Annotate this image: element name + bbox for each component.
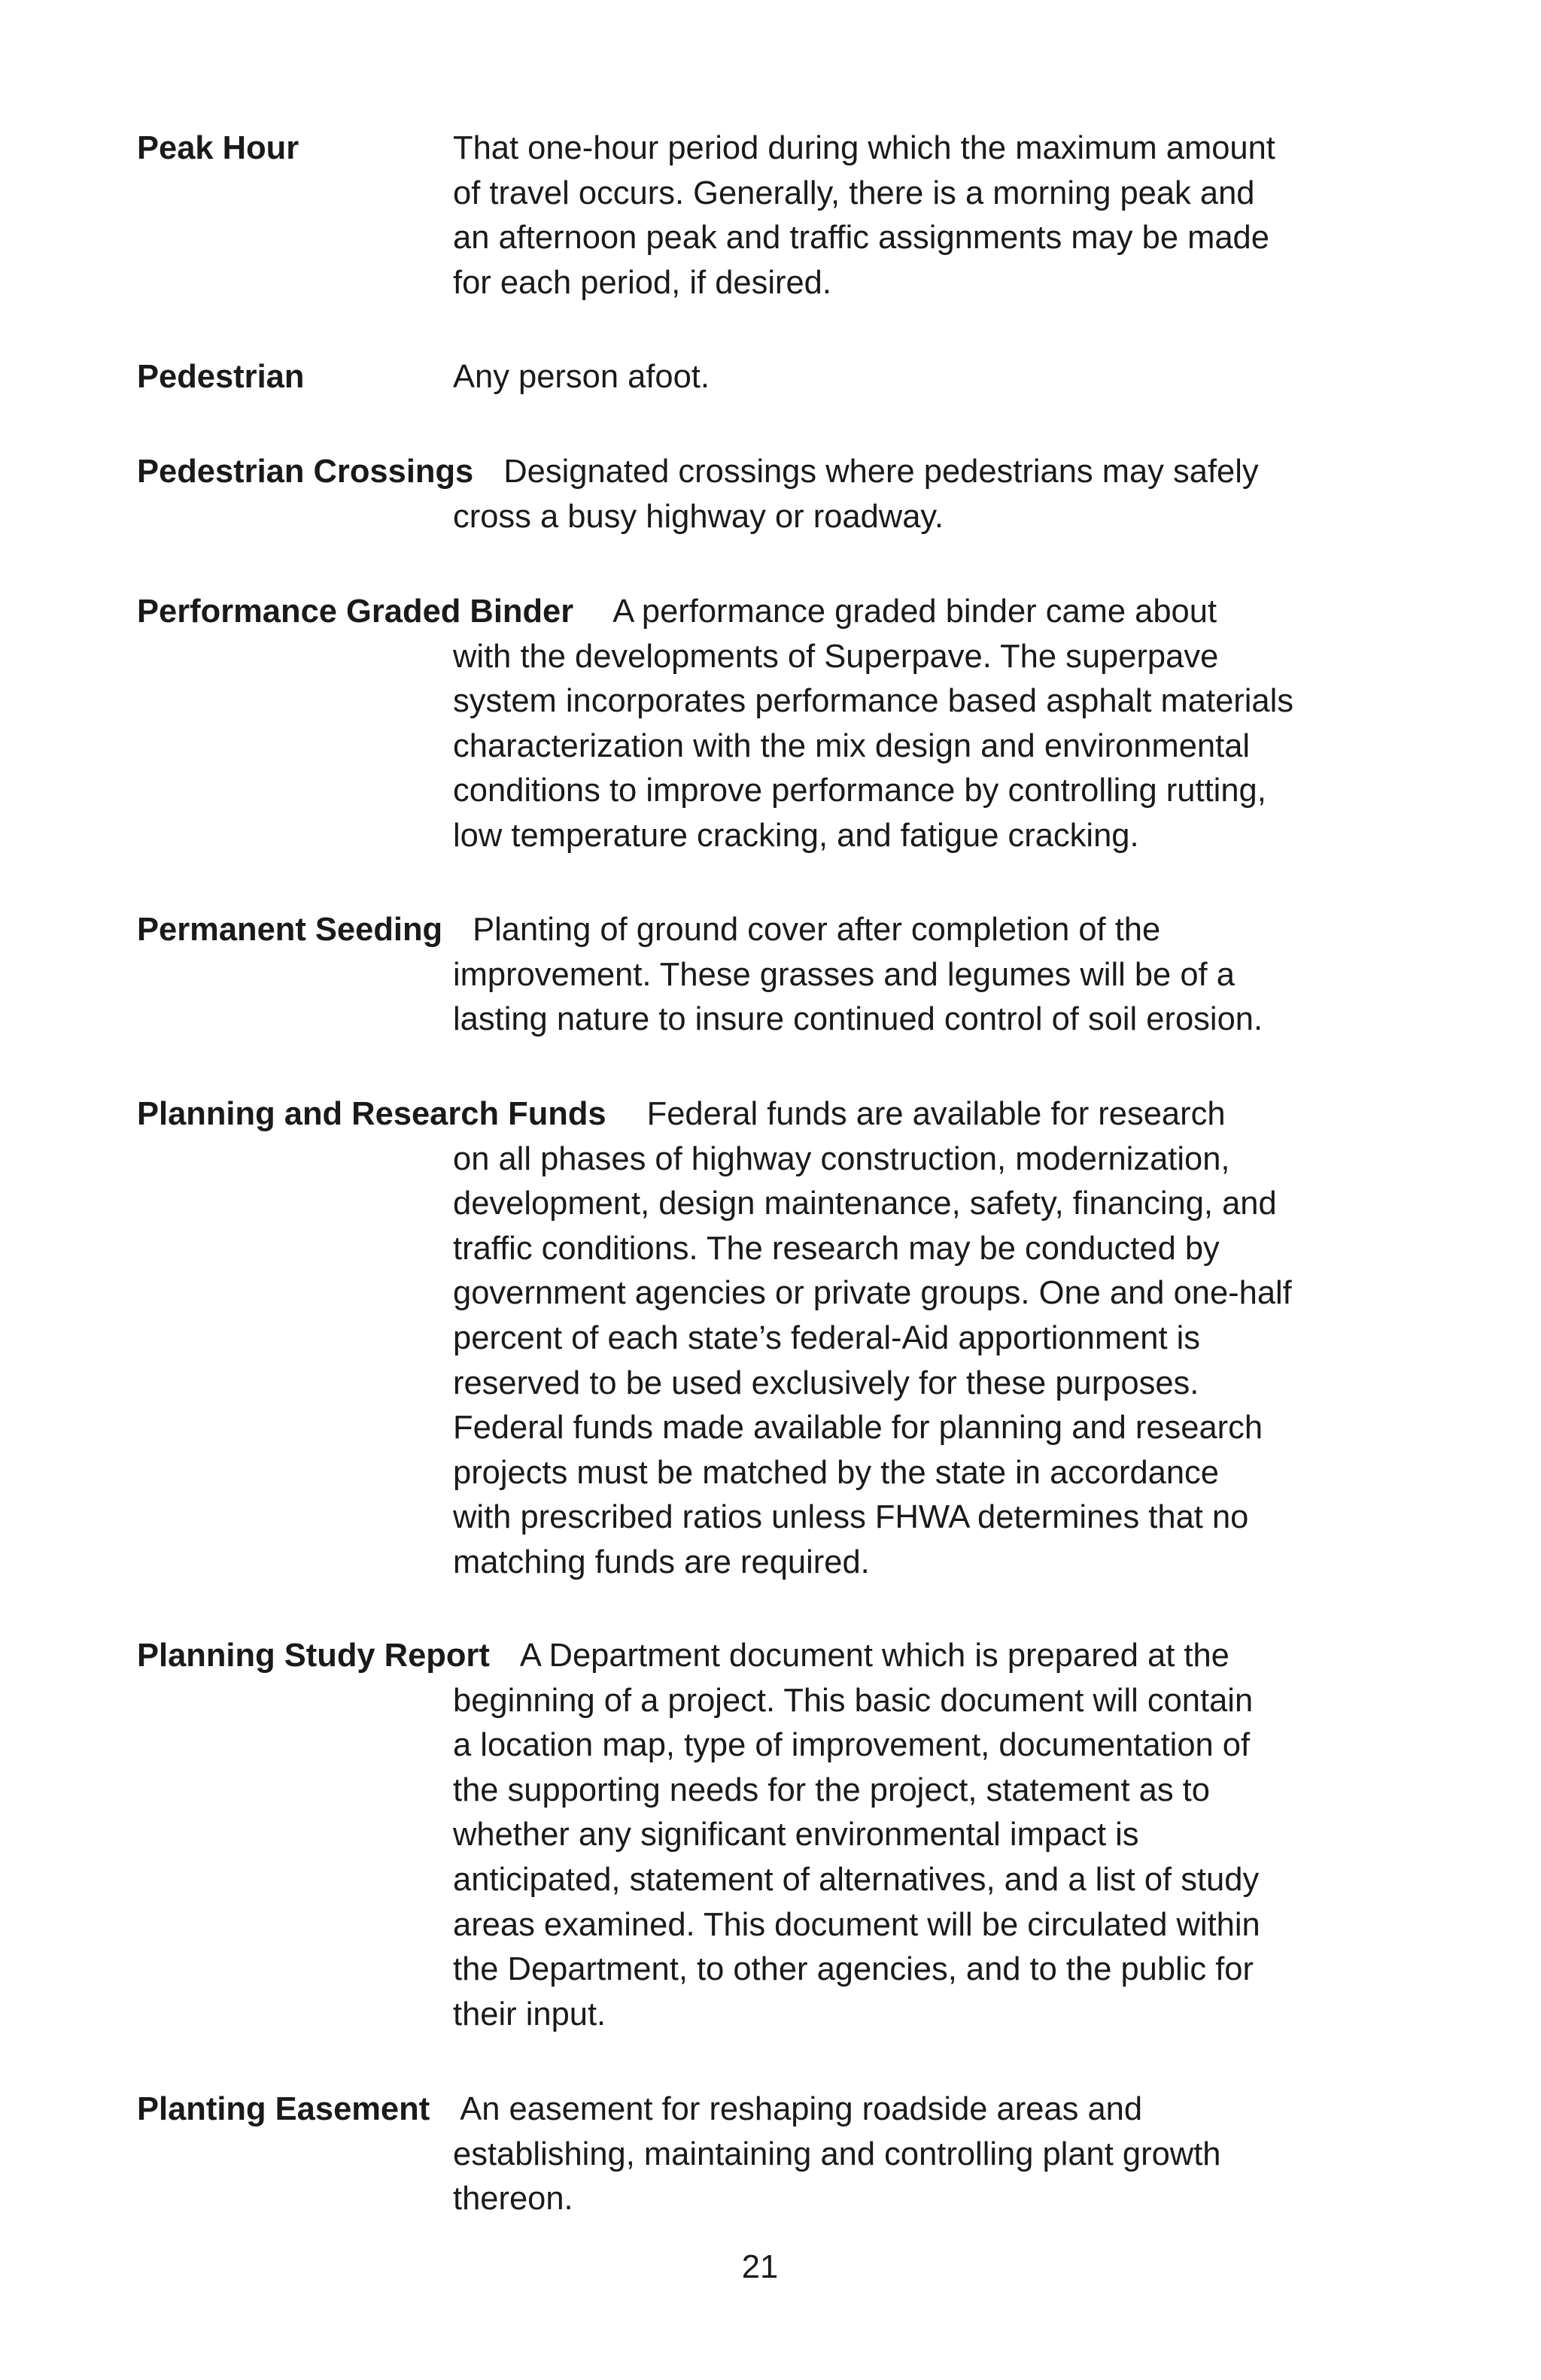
- glossary-entry-planning-and-research-funds: [137, 1092, 1386, 1586]
- glossary-entry-planning-study-report: [137, 1634, 1386, 2037]
- definition-line: establishing, maintaining and controlling plant growth: [453, 2136, 1221, 2172]
- glossary-entry-permanent-seeding: [137, 908, 1386, 1043]
- definition-line: That one-hour period during which the maximum amount: [453, 130, 1275, 166]
- definition-line: system incorporates performance based asphalt materials: [453, 683, 1294, 720]
- glossary-definition: [137, 126, 1386, 305]
- page-number: 21: [741, 2249, 779, 2285]
- definition-line: with the developments of Superpave. The superpave: [453, 638, 1219, 675]
- glossary-term: Peak Hour: [137, 130, 299, 166]
- definition-line: matching funds are required.: [453, 1544, 870, 1580]
- definition-line: a location map, type of improvement, documentation of: [453, 1727, 1251, 1764]
- glossary-term: Performance Graded Binder: [137, 593, 574, 630]
- definition-line: projects must be matched by the state in accordance: [453, 1454, 1219, 1491]
- glossary-first-line: [137, 590, 1386, 635]
- definition-line: thereon.: [453, 2181, 573, 2218]
- definition-line: reserved to be used exclusively for these purposes.: [453, 1365, 1199, 1401]
- definition-line: conditions to improve performance by controlling rutting,: [453, 773, 1266, 809]
- definition-line: areas examined. This document will be circulated within: [453, 1906, 1260, 1943]
- definition-line: an afternoon peak and traffic assignments may be made: [453, 220, 1269, 257]
- definition-line: of travel occurs. Generally, there is a morning peak and: [453, 175, 1255, 211]
- definition-line: A performance graded binder came about: [612, 593, 1217, 630]
- definition-line: low temperature cracking, and fatigue cracking.: [453, 817, 1139, 854]
- definition-line: Federal funds are available for research: [646, 1096, 1226, 1132]
- definition-line: anticipated, statement of alternatives, and a list of study: [453, 1861, 1260, 1898]
- definition-line: the Department, to other agencies, and to the public for: [453, 1951, 1254, 1988]
- glossary-entry-pedestrian-crossings: [137, 450, 1386, 539]
- definition-line: percent of each state’s federal-Aid apportionment is: [453, 1319, 1201, 1356]
- definition-line: A Department document which is prepared at the: [519, 1638, 1229, 1674]
- definition-line: on all phases of highway construction, modernization,: [453, 1140, 1230, 1177]
- glossary-first-line: [137, 1634, 1386, 1679]
- definition-line: for each period, if desired.: [453, 264, 831, 301]
- definition-line: Planting of ground cover after completion of the: [473, 912, 1161, 948]
- glossary-term: Permanent Seeding: [137, 912, 443, 948]
- definition-line: beginning of a project. This basic document will contain: [453, 1682, 1254, 1719]
- glossary-entry-performance-graded-binder: [137, 590, 1386, 859]
- glossary-term: Planning and Research Funds: [137, 1096, 606, 1132]
- definition-line: government agencies or private groups. One and one-half: [453, 1275, 1292, 1312]
- definition-line: traffic conditions. The research may be conducted by: [453, 1230, 1220, 1267]
- glossary-first-line: [137, 2087, 1386, 2133]
- glossary-entry-peak-hour: [137, 126, 1386, 305]
- glossary-entry-planting-easement: [137, 2087, 1386, 2222]
- definition-line: the supporting needs for the project, statement as to: [453, 1771, 1210, 1808]
- glossary-term: Pedestrian Crossings: [137, 454, 474, 490]
- glossary-entry-pedestrian: [137, 355, 1386, 400]
- glossary-term: Pedestrian: [137, 359, 305, 395]
- glossary-term: Planning Study Report: [137, 1638, 490, 1674]
- definition-line: improvement. These grasses and legumes will be of a: [453, 956, 1235, 993]
- definition-line: their input.: [453, 1996, 606, 2032]
- definition-line: lasting nature to insure continued control of soil erosion.: [453, 1001, 1263, 1038]
- glossary-first-line: [137, 1092, 1386, 1137]
- definition-line: An easement for reshaping roadside areas and: [460, 2091, 1143, 2127]
- definition-line: Federal funds made available for planning and research: [453, 1410, 1263, 1447]
- definition-line: characterization with the mix design and environmental: [453, 727, 1251, 764]
- definition-line: cross a busy highway or roadway.: [453, 498, 944, 535]
- glossary-definition: [137, 355, 1386, 400]
- glossary-first-line: [137, 450, 1386, 495]
- definition-line: Designated crossings where pedestrians may safely: [503, 454, 1259, 490]
- definition-line: development, design maintenance, safety, financing, and: [453, 1185, 1277, 1222]
- glossary-first-line: [137, 908, 1386, 953]
- definition-line: Any person afoot.: [453, 359, 710, 395]
- definition-line: with prescribed ratios unless FHWA determines that no: [453, 1499, 1249, 1536]
- definition-line: whether any significant environmental impact is: [453, 1817, 1139, 1853]
- glossary-term: Planting Easement: [137, 2091, 430, 2127]
